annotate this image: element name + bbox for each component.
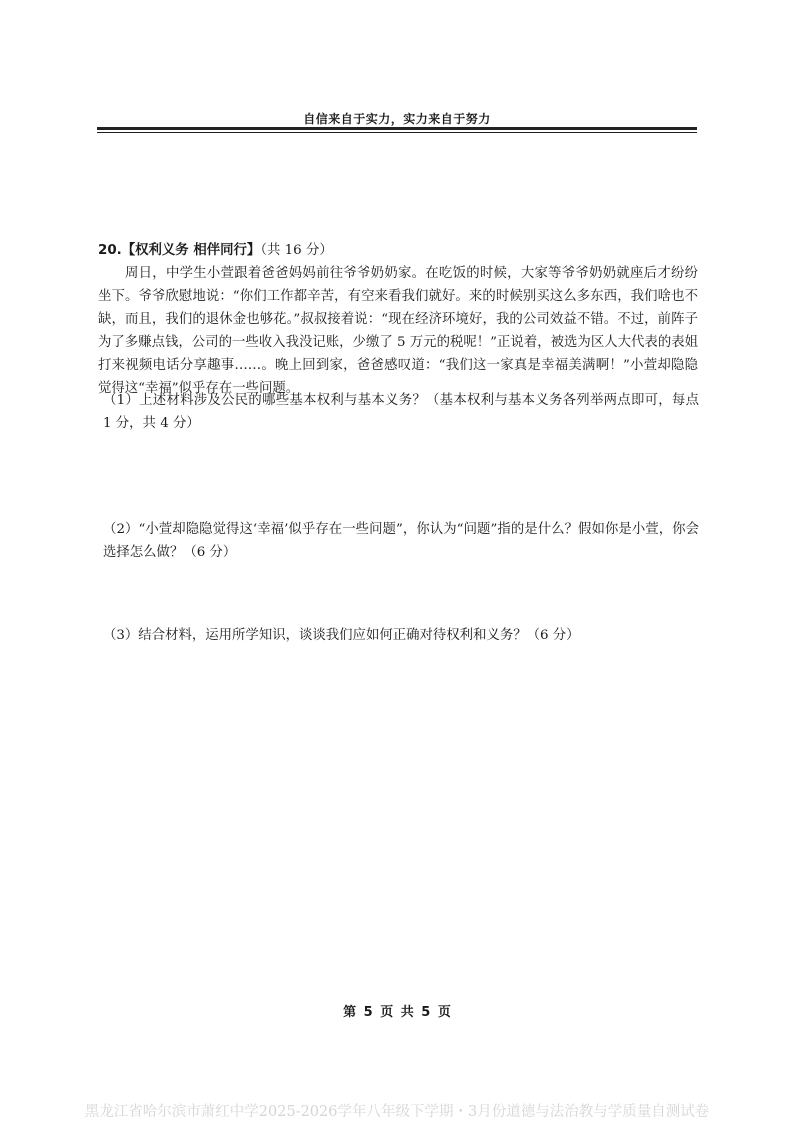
question-topic: 【权利义务 相伴同行】 — [121, 243, 261, 258]
sub-question-1: （1）上述材料涉及公民的哪些基本权利与基本义务？（基本权利与基本义务各列举两点即可，每点 1 分，共 4 分） — [103, 393, 699, 431]
sub-question-2: （2）“小萱却隐隐觉得这‘幸福’似乎存在一些问题”，你认为“问题”指的是什么？假如你是小萱，你会选择怎么做？（6 分） — [103, 522, 699, 560]
question-20 — [98, 239, 698, 400]
page-number: 第 5 页 共 5 页 — [343, 1005, 451, 1020]
sub-question-3: （3）结合材料，运用所学知识，谈谈我们应如何正确对待权利和义务？（6 分） — [103, 628, 580, 643]
question-number: 20. — [98, 243, 122, 258]
question-passage: 周日，中学生小萱跟着爸爸妈妈前往爷爷奶奶家。在吃饭的时候，大家等爷爷奶奶就座后才纷纷坐下。爷爷欣慰地说：“你们工作都辛苦，有空来看我们就好。来的时候别买这么多东西，我们啥也不缺，而且，我们的退休金也够花。”叔叔接着说：“现在经济环境好，我的公司效益不错。不过，前阵子为了多赚点钱，公司的一些收入我没记账，少缴了 5 万元的税呢！”正说着，被选为区人大代表的表姐打来视频电话分享趣事……。晚上回到家，爸爸感叹道：“我们这一家真是幸福美满啊！”小萱却隐隐觉得这“幸福”似乎存在一些问题。 — [98, 266, 698, 396]
header-motto: 自信来自于实力，实力来自于努力 — [303, 112, 491, 126]
header-rule-thin — [97, 132, 697, 133]
watermark-text: 黑龙江省哈尔滨市萧红中学2025-2026学年八年级下学期・3月份道德与法治教与学质量自测试卷 — [84, 1104, 710, 1120]
question-title — [98, 239, 698, 262]
header-rule-thick — [97, 127, 697, 130]
question-score: （共 16 分） — [260, 243, 333, 258]
